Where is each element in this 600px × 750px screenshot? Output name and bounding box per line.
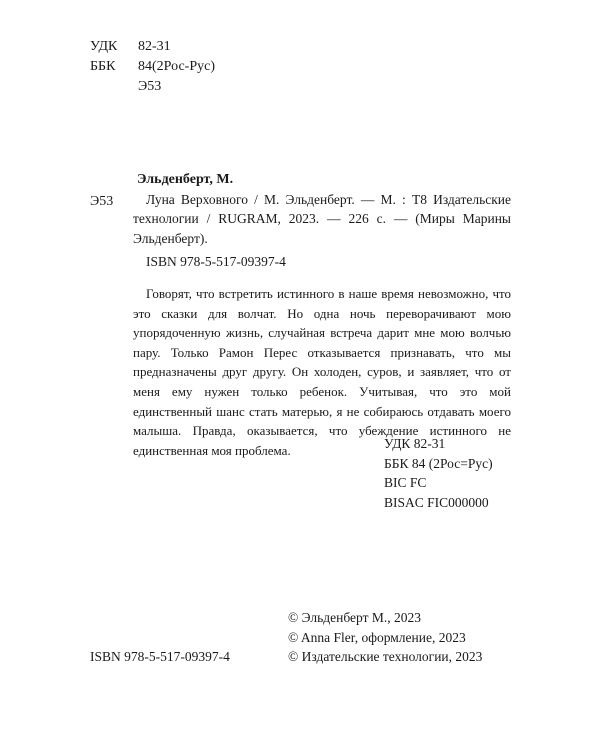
copyright-line: © Издательские технологии, 2023 [288,649,483,664]
top-udk-label: УДК [90,39,118,54]
isbn-main: ISBN 978-5-517-09397-4 [146,254,286,269]
right-classification [384,434,493,512]
isbn-bottom: ISBN 978-5-517-09397-4 [90,649,230,664]
top-udk-row [90,38,171,55]
right-bbk: ББК 84 (2Рос=Рус) [384,455,493,471]
bibliographic-entry [133,170,511,248]
bib-margin-mark: Э53 [90,194,114,209]
right-udk: УДК 82-31 [384,436,446,451]
copyright-block [288,608,482,667]
copyright-line: © Anna Fler, оформление, 2023 [288,629,466,645]
annotation-text: Говорят, что встретить истинного в наше время невозможно, что это сказки для волчат. Но одна ночь переворачивают мою упорядоченную жизнь, случайная встреча дарит мне мою волчью пару. Только Рамон Перес отказывается признавать, что мы предназначены друг другу. Он холоден, суров, и заявляет, что от меня ему нужен только ребенок. Учитывая, что это мой единственный шанс стать матерью, я не собираюсь отдавать моего малыша. Правда, оказывается, что убеждение истинного не единственная моя проблема. [133,286,511,458]
right-bisac: BISAC FIC000000 [384,494,489,510]
top-bbk-value: 84(2Рос-Рус) [138,59,215,74]
top-author-mark: Э53 [138,79,162,94]
top-bbk-label: ББК [90,59,116,74]
author-heading: Эльденберт, М. [137,172,234,187]
bib-body: Луна Верховного / М. Эльденберт. — М. : Т8 Издательские технологии / RUGRAM, 2023. — 226 с. — (Миры Марины Эльденберт). [133,191,511,246]
copyright-line: © Эльденберт М., 2023 [288,610,422,625]
top-udk-value: 82-31 [138,39,171,54]
top-bbk-row [90,58,215,75]
right-bic: BIC FC [384,475,427,490]
